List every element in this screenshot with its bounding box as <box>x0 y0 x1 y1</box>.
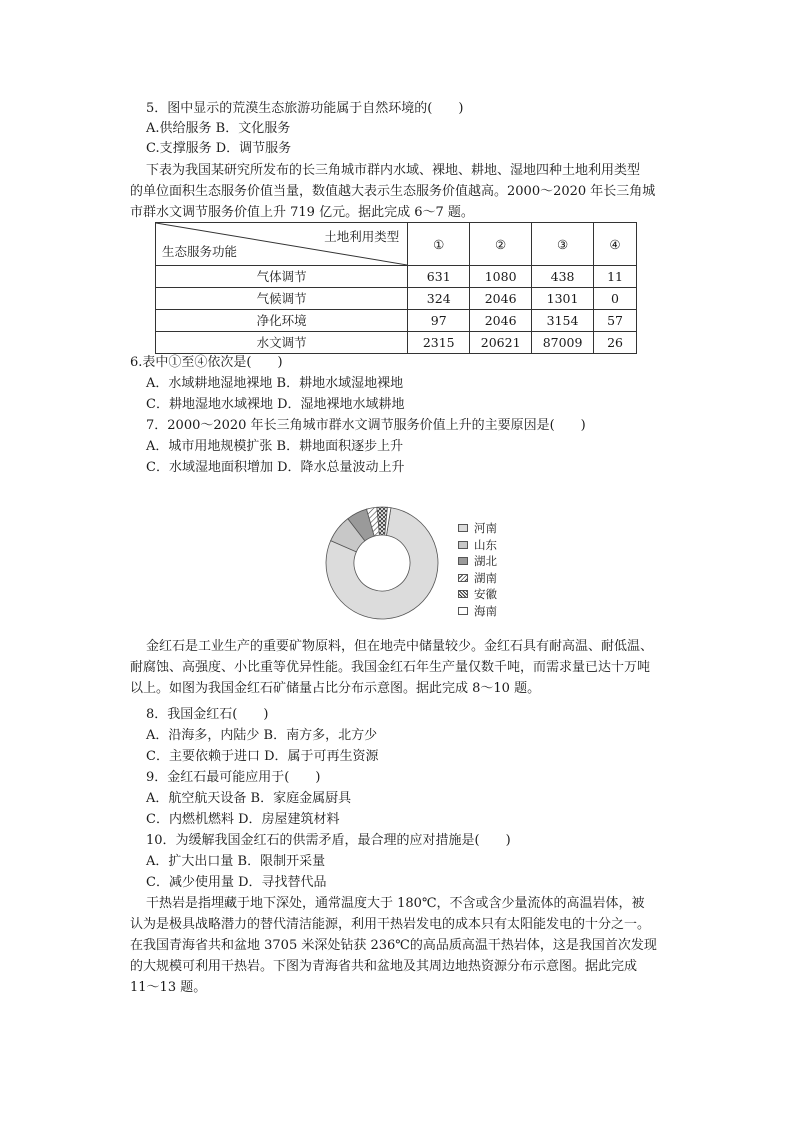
intro1-line2: 的单位面积生态服务价值当量，数值越大表示生态服务价值越高。2000～2020 年长三角城 <box>130 184 656 199</box>
col-header: ③ <box>532 223 594 266</box>
table-cell: 87009 <box>532 332 594 354</box>
intro3-line4: 的大规模可利用干热岩。下图为青海省共和盆地及其周边地热资源分布示意图。据此完成 <box>130 959 638 974</box>
q5-options-cd: C.支撑服务 D．调节服务 <box>146 141 292 156</box>
legend-label: 海南 <box>474 603 497 618</box>
intro3-line3: 在我国青海省共和盆地 3705 米深处钻获 236℃的高品质高温干热岩体，这是我国首次发现 <box>130 938 657 953</box>
intro2-line2: 耐腐蚀、高强度、小比重等优异性能。我国金红石年生产量仅数千吨，而需求量已达十万吨 <box>130 660 651 675</box>
table-cell: 2315 <box>408 332 470 354</box>
table-cell: 57 <box>594 310 637 332</box>
table-cell: 97 <box>408 310 470 332</box>
intro2-line1: 金红石是工业生产的重要矿物原料，但在地壳中储量较少。金红石具有耐高温、耐低温、 <box>146 639 654 654</box>
table-cell: 2046 <box>470 310 532 332</box>
legend-label: 山东 <box>474 537 497 552</box>
q9-options-ab: A．航空航天设备 B．家庭金属厨具 <box>146 791 352 806</box>
legend-item-shandong <box>458 537 497 554</box>
col-header: ② <box>470 223 532 266</box>
legend-swatch <box>458 590 468 598</box>
q6-options-ab: A．水域耕地湿地裸地 B．耕地水域湿地裸地 <box>146 376 404 391</box>
table-cell: 20621 <box>470 332 532 354</box>
q8-options-cd: C．主要依赖于进口 D．属于可再生资源 <box>146 749 379 764</box>
legend-label: 安徽 <box>474 587 497 601</box>
q10-options-cd: C．减少使用量 D．寻找替代品 <box>146 875 327 890</box>
legend-item-hainan <box>458 603 497 620</box>
table-cell: 1301 <box>532 288 594 310</box>
header-eco-function: 生态服务功能 <box>162 244 238 259</box>
table-cell: 438 <box>532 266 594 288</box>
intro2-line3: 以上。如图为我国金红石矿储量占比分布示意图。据此完成 8～10 题。 <box>130 681 541 696</box>
table-row <box>156 310 637 332</box>
legend-label: 湖南 <box>474 570 497 585</box>
q9-stem: 9．金红石最可能应用于( ) <box>146 770 321 785</box>
row-label: 气候调节 <box>156 288 408 310</box>
table-cell: 324 <box>408 288 470 310</box>
legend-item-hunan <box>458 570 497 587</box>
legend-swatch <box>458 557 468 565</box>
q10-stem: 10．为缓解我国金红石的供需矛盾，最合理的应对措施是( ) <box>146 833 511 848</box>
table-cell: 1080 <box>470 266 532 288</box>
header-land-type: 土地利用类型 <box>324 229 400 244</box>
legend-item-anhui <box>458 586 497 603</box>
legend-item-henan <box>458 520 497 537</box>
row-label: 水文调节 <box>156 332 408 354</box>
legend-swatch <box>458 524 468 532</box>
q7-options-ab: A．城市用地规模扩张 B．耕地面积逐步上升 <box>146 439 404 454</box>
intro3-line1: 干热岩是指埋藏于地下深处，通常温度大于 180℃，不含或含少量流体的高温岩体，被 <box>146 896 645 911</box>
ecosystem-value-table <box>155 222 637 354</box>
col-header: ④ <box>594 223 637 266</box>
intro3-line5: 11～13 题。 <box>130 980 207 995</box>
table-cell: 3154 <box>532 310 594 332</box>
table-row <box>156 288 637 310</box>
q6-options-cd: C．耕地湿地水域裸地 D．湿地裸地水域耕地 <box>146 397 405 412</box>
table-cell: 11 <box>594 266 637 288</box>
row-label: 气体调节 <box>156 266 408 288</box>
legend-label: 河南 <box>474 521 497 535</box>
q7-options-cd: C．水域湿地面积增加 D．降水总量波动上升 <box>146 460 405 475</box>
legend-swatch <box>458 607 468 615</box>
q5-options-ab: A.供给服务 B．文化服务 <box>146 121 291 136</box>
table-header-row <box>156 223 637 266</box>
chart-legend <box>458 520 497 619</box>
q7-stem: 7．2000～2020 年长三角城市群水文调节服务价值上升的主要原因是( ) <box>146 418 586 433</box>
legend-item-hubei <box>458 553 497 570</box>
table-row <box>156 266 637 288</box>
col-header: ① <box>408 223 470 266</box>
q8-stem: 8．我国金红石( ) <box>146 707 269 722</box>
legend-swatch <box>458 574 468 582</box>
table-cell: 631 <box>408 266 470 288</box>
intro1-line3: 市群水文调节服务价值上升 719 亿元。据此完成 6～7 题。 <box>130 205 474 220</box>
intro1-line1: 下表为我国某研究所发布的长三角城市群内水域、裸地、耕地、湿地四种土地利用类型 <box>146 163 641 178</box>
legend-swatch <box>458 541 468 549</box>
table-row <box>156 332 637 354</box>
table-cell: 2046 <box>470 288 532 310</box>
q10-options-ab: A．扩大出口量 B．限制开采量 <box>146 854 326 869</box>
q6-stem: 6.表中①至④依次是( ) <box>130 355 283 370</box>
table-cell: 26 <box>594 332 637 354</box>
table-diagonal-header <box>156 223 408 266</box>
legend-label: 湖北 <box>474 554 497 568</box>
q8-options-ab: A．沿海多，内陆少 B．南方多，北方少 <box>146 728 378 743</box>
row-label: 净化环境 <box>156 310 408 332</box>
intro3-line2: 认为是极具战略潜力的替代清洁能源，利用干热岩发电的成本只有太阳能发电的十分之一。 <box>130 917 651 932</box>
q9-options-cd: C．内燃机燃料 D．房屋建筑材料 <box>146 812 340 827</box>
table-cell: 0 <box>594 288 637 310</box>
q5-stem: 5．图中显示的荒漠生态旅游功能属于自然环境的( ) <box>146 101 464 116</box>
donut-chart-svg <box>320 505 450 625</box>
